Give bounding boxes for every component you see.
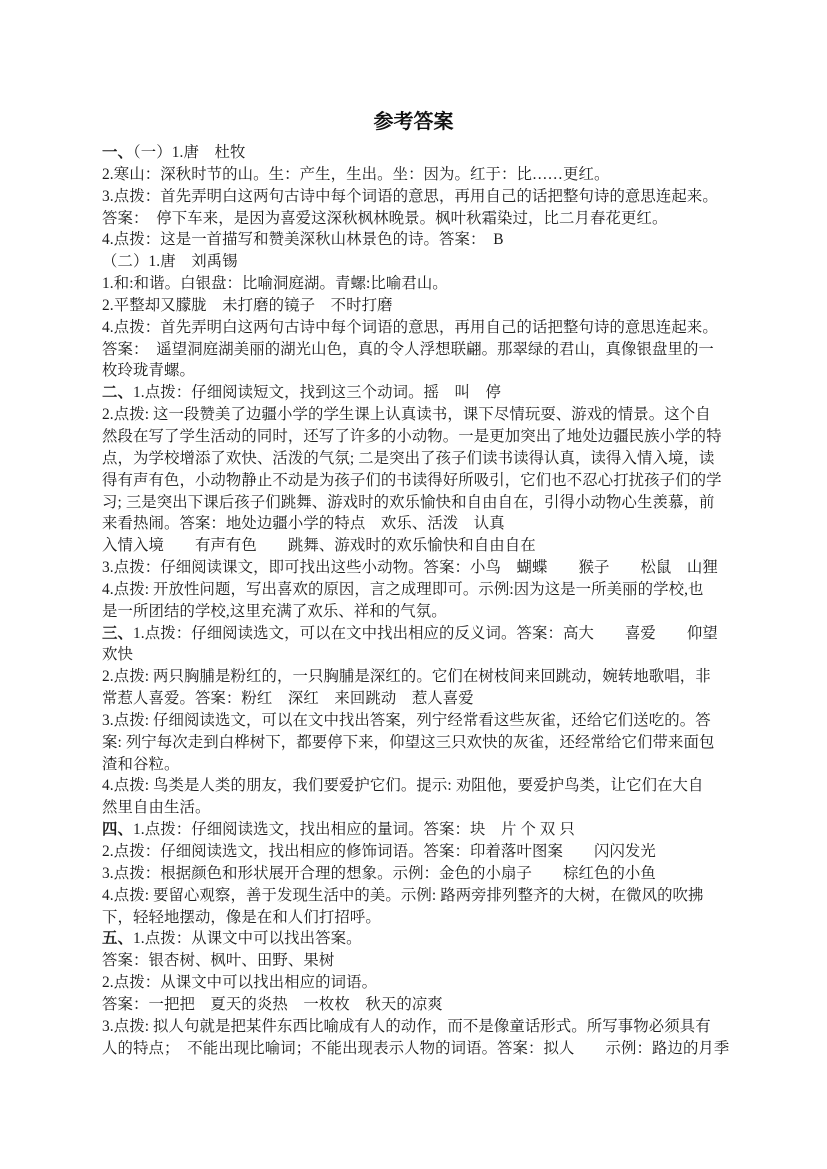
section-number: 二、 <box>102 384 133 402</box>
line-text: （二）1.唐 刘禹锡 <box>102 253 238 271</box>
section-number: 五、 <box>102 930 133 948</box>
line-text: 2.点拨: 这一段赞美了边疆小学的学生课上认真读书，课下尽情玩耍、游戏的情景。这个自 <box>102 406 711 424</box>
text-line <box>102 1038 742 1060</box>
text-line <box>102 339 742 361</box>
line-text: 答案：一把把 夏天的炎热 一枚枚 秋天的凉爽 <box>102 995 443 1013</box>
section-number: 一、 <box>102 144 133 161</box>
text-line <box>102 601 742 623</box>
text-line <box>102 426 742 448</box>
text-line <box>102 754 742 776</box>
text-line <box>102 142 742 164</box>
text-line <box>102 492 742 514</box>
text-line <box>102 623 742 645</box>
line-text: 3.点拨：仔细阅读课文，即可找出这些小动物。答案：小鸟 蝴蝶 猴子 松鼠 山狸 <box>102 559 718 577</box>
line-text: 1.点拨：仔细阅读短文，找到这三个动词。摇 叫 停 <box>132 384 502 402</box>
text-line <box>102 1016 742 1038</box>
text-line <box>102 863 742 885</box>
text-line <box>102 186 742 208</box>
text-line <box>102 513 742 535</box>
text-line <box>102 907 742 929</box>
answer-text <box>102 142 742 1059</box>
text-line <box>102 819 742 841</box>
text-line <box>102 382 742 404</box>
line-text: 答案： 遥望洞庭湖美丽的湖光山色，真的令人浮想联翩。那翠绿的君山，真像银盘里的一 <box>102 340 714 358</box>
line-text: 3.点拨: 仔细阅读选文，可以在文中找出答案，列宁经常看这些灰雀，还给它们送吃的。答 <box>102 711 711 729</box>
line-text: 2.点拨: 两只胸脯是粉红的，一只胸脯是深红的。它们在树枝间来回跳动，婉转地歌唱，非 <box>102 668 711 686</box>
line-text: 4.点拨：首先弄明白这两句古诗中每个词语的意思，再用自己的话把整句诗的意思连起来。 <box>102 318 718 336</box>
line-text: 得有声有色，小动物静止不动是为孩子们的书读得好所吸引，它们也不忍心打扰孩子们的学 <box>102 471 722 489</box>
text-line <box>102 579 742 601</box>
text-line <box>102 535 742 557</box>
text-line <box>102 448 742 470</box>
text-line <box>102 885 742 907</box>
line-text: 1.点拨：仔细阅读选文，可以在文中找出相应的反义词。答案：高大 喜爱 仰望 <box>132 624 718 642</box>
line-text: 欢快 <box>102 646 133 664</box>
line-text: 常惹人喜爱。答案：粉红 深红 来回跳动 惹人喜爱 <box>102 690 474 708</box>
line-text: 答案：银杏树、枫叶、田野、果树 <box>102 952 335 970</box>
text-line <box>102 273 742 295</box>
text-line <box>102 557 742 579</box>
text-line <box>102 295 742 317</box>
text-line <box>102 404 742 426</box>
line-text: 2.点拨：仔细阅读选文，找出相应的修饰词语。答案：印着落叶图案 闪闪发光 <box>102 843 656 860</box>
text-line <box>102 644 742 666</box>
line-text: 然段在写了学生活动的同时，还写了许多的小动物。一是更加突出了地处边疆民族小学的特 <box>102 427 722 445</box>
page-title: 参考答案 <box>373 111 454 133</box>
text-line <box>102 732 742 754</box>
text-line <box>102 950 742 972</box>
line-text: 1.和:和谐。白银盘：比喻洞庭湖。青螺:比喻君山。 <box>102 275 448 293</box>
line-text: 3.点拨：根据颜色和形状展开合理的想象。示例：金色的小扇子 棕红色的小鱼 <box>102 864 656 882</box>
line-text: 点，为学校增添了欢快、活泼的气氛; 二是突出了孩子们读书读得认真，读得入情入境，读 <box>102 449 715 467</box>
text-line <box>102 666 742 688</box>
line-text: 枚玲珑青螺。 <box>102 362 195 380</box>
line-text: 来看热闹。答案：地处边疆小学的特点 欢乐、活泼 认真 <box>102 515 505 533</box>
text-line <box>102 360 742 382</box>
text-line <box>102 972 742 994</box>
line-text: 3.点拨: 拟人句就是把某件东西比喻成有人的动作，而不是像童话形式。所写事物必须具有 <box>102 1017 711 1035</box>
line-text: 2.点拨：从课文中可以找出相应的词语。 <box>102 974 378 992</box>
line-text: 4.点拨: 要留心观察，善于发现生活中的美。示例: 路两旁排列整齐的大树，在微风的吹拂 <box>102 886 704 904</box>
text-line <box>102 928 742 950</box>
line-text: 4.点拨: 开放性问题，写出喜欢的原因，言之成理即可。示例:因为这是一所美丽的学校,也 <box>102 580 704 598</box>
text-line <box>102 797 742 819</box>
text-line <box>102 229 742 251</box>
line-text: 入情入境 有声有色 跳舞、游戏时的欢乐愉快和自由自在 <box>102 537 536 555</box>
line-text: 1.点拨：从课文中可以找出答案。 <box>132 930 362 948</box>
line-text: 2.平整却又朦胧 未打磨的镜子 不时打磨 <box>102 296 393 314</box>
line-text: 3.点拨：首先弄明白这两句古诗中每个词语的意思，再用自己的话把整句诗的意思连起来。 <box>102 187 718 205</box>
line-text: 习; 三是突出下课后孩子们跳舞、游戏时的欢乐愉快和自由自在，引得小动物心生羡慕，前 <box>102 493 715 511</box>
text-line <box>102 775 742 797</box>
text-line <box>102 208 742 230</box>
text-line <box>102 710 742 732</box>
line-text: （一）1.唐 杜牧 <box>132 144 246 161</box>
line-text: 渣和谷粒。 <box>102 755 180 773</box>
section-number: 三、 <box>102 624 133 642</box>
text-line <box>102 994 742 1016</box>
line-text: 4.点拨: 鸟类是人类的朋友，我们要爱护它们。提示: 劝阻他，要爱护鸟类，让它们在大自 <box>102 777 704 795</box>
text-line <box>102 164 742 186</box>
line-text: 2.寒山：深秋时节的山。生：产生，生出。坐：因为。红于：比……更红。 <box>102 165 610 183</box>
line-text: 下，轻轻地摆动，像是在和人们打招呼。 <box>102 908 381 926</box>
section-number: 四、 <box>102 821 133 839</box>
line-text: 答案： 停下车来，是因为喜爱这深秋枫林晚景。枫叶秋霜染过，比二月春花更红。 <box>102 209 668 227</box>
line-text: 1.点拨：仔细阅读选文，找出相应的量词。答案：块 片 个 双 只 <box>132 821 575 839</box>
line-text: 然里自由生活。 <box>102 799 211 817</box>
line-text: 人的特点； 不能出现比喻词；不能出现表示人物的词语。答案：拟人 示例：路边的月季 <box>102 1039 730 1057</box>
line-text: 是一所团结的学校,这里充满了欢乐、祥和的气氛。 <box>102 602 447 620</box>
text-line <box>102 251 742 273</box>
text-line <box>102 470 742 492</box>
text-line <box>102 841 742 863</box>
text-line <box>102 688 742 710</box>
line-text: 4.点拨：这是一首描写和赞美深秋山林景色的诗。答案： B <box>102 231 504 249</box>
line-text: 案: 列宁每次走到白桦树下，都要停下来，仰望这三只欢快的灰雀，还经常给它们带来面包 <box>102 733 715 751</box>
text-line <box>102 317 742 339</box>
